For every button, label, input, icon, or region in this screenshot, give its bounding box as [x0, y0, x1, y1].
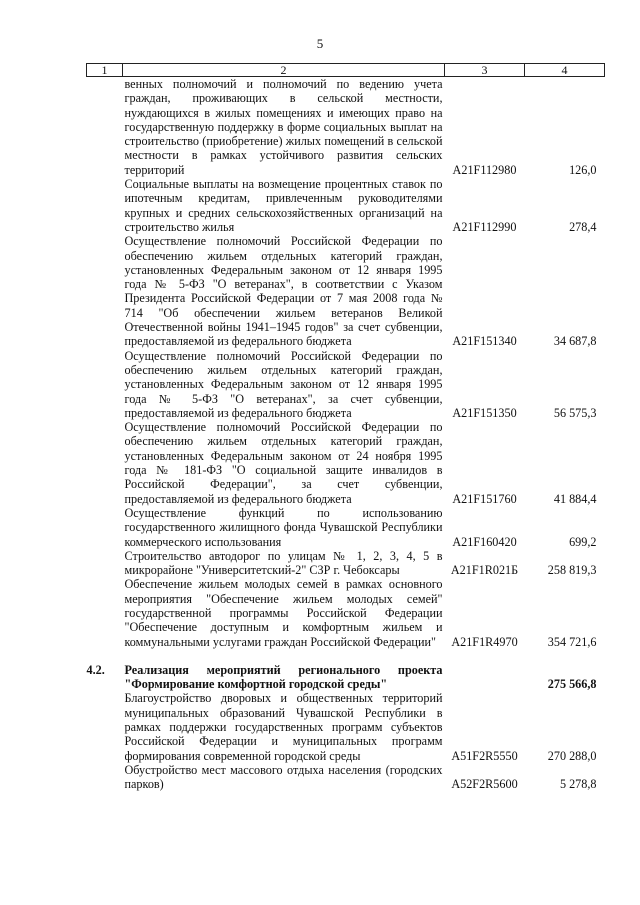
table-row [87, 577, 605, 648]
header-col-1: 1 [87, 64, 123, 77]
row-description: Благоустройство дворовых и общественных территорий муниципальных образований Чувашской Республики в рамках поддержки государственных программ субъектов Российской Федерации и муниципальных программ формирования современной городской среды [124, 691, 443, 763]
row-amount: 41 884,4 [553, 491, 597, 506]
row-code: A21F112980 [452, 162, 517, 177]
table-row [87, 177, 605, 234]
row-description: Осуществление полномочий Российской Федерации по обеспечению жильем отдельных категорий граждан, установленных Федеральным законом от 24 ноября 1995 года № 181-ФЗ "О социальной защите инвалидов в Российской Федерации", за счет субвенции, предоставляемой из федерального бюджета [124, 420, 443, 506]
page-number: 5 [316, 36, 324, 51]
section-row [87, 663, 605, 692]
row-code: A21F112990 [452, 219, 517, 234]
row-code: A21F1R021Б [450, 563, 519, 578]
row-description: Осуществление функций по использованию государственного жилищного фонда Чувашской Республики коммерческого использования [124, 505, 443, 549]
table-row [87, 506, 605, 549]
table-header-row [87, 64, 605, 77]
header-col-2: 2 [123, 64, 445, 77]
row-code: A51F2R5550 [451, 748, 518, 763]
row-description: Обеспечение жильем молодых семей в рамках основного мероприятия "Обеспечение жильем молодых семей" государственной программы Российской Федерации "Обеспечение доступным и комфортным жильем и коммунальными услугами граждан Российской Федерации" [124, 577, 443, 649]
row-description: Осуществление полномочий Российской Федерации по обеспечению жильем отдельных категорий граждан, установленных Федеральным законом от 12 января 1995 года № 5-ФЗ "О ветеранах", в соответствии с Указом Президента Российской Федерации от 7 мая 2008 года № 714 "Об обеспечении жильем ветеранов Великой Отечественной войны 1941–1945 годов" за счет субвенции, предоставляемой из федерального бюджета [124, 234, 443, 349]
table-row [87, 691, 605, 762]
row-amount: 258 819,3 [547, 563, 597, 578]
row-description: Социальные выплаты на возмещение процентных ставок по ипотечным кредитам, привлеченным руководителями крупных и средних сельскохозяйственных организаций на строительство жилья [124, 177, 443, 234]
row-code: A52F2R5600 [451, 777, 518, 792]
row-code: A21F151340 [452, 334, 517, 349]
header-col-4: 4 [525, 64, 605, 77]
table-row [87, 549, 605, 578]
section-title: Реализация мероприятий регионального проекта "Формирование комфортной городской среды" [124, 662, 443, 692]
row-amount: 126,0 [569, 162, 597, 177]
row-amount: 56 575,3 [553, 405, 597, 420]
row-amount: 278,4 [569, 219, 597, 234]
row-amount: 270 288,0 [547, 748, 597, 763]
header-col-3: 3 [445, 64, 525, 77]
table-row [87, 77, 605, 178]
row-description: Осуществление полномочий Российской Федерации по обеспечению жильем отдельных категорий граждан, установленных Федеральным законом от 12 января 1995 года № 5-ФЗ "О ветеранах", за счет субвенции, предоставляемой из федерального бюджета [124, 348, 443, 420]
section-number: 4.2. [86, 662, 105, 677]
table-row [87, 763, 605, 792]
row-amount: 5 278,8 [559, 777, 597, 792]
row-code: A21F151350 [452, 405, 517, 420]
row-amount: 34 687,8 [553, 334, 597, 349]
section-amount: 275 566,8 [547, 677, 597, 692]
row-amount: 699,2 [569, 534, 597, 549]
row-description: Обустройство мест массового отдыха населения (городских парков) [124, 762, 443, 792]
row-code: A21F151760 [452, 491, 517, 506]
row-description: венных полномочий и полномочий по ведению учета граждан, проживающих в сельской местности, нуждающихся в жилых помещениях и имеющих право на государственную поддержку в форме социальных выплат на строительство (приобретение) жилых помещений в сельской местности в рамках устойчивого развития сельских территорий [124, 77, 443, 177]
row-description: Строительство автодорог по улицам № 1, 2, 3, 4, 5 в микрорайоне "Университетский-2" СЗР г. Чебоксары [124, 548, 443, 578]
row-code: A21F160420 [452, 534, 517, 549]
table-row [87, 420, 605, 506]
table-row [87, 349, 605, 420]
row-code: A21F1R4970 [451, 634, 518, 649]
table-row [87, 234, 605, 348]
row-amount: 354 721,6 [547, 634, 597, 649]
budget-table [86, 63, 605, 792]
